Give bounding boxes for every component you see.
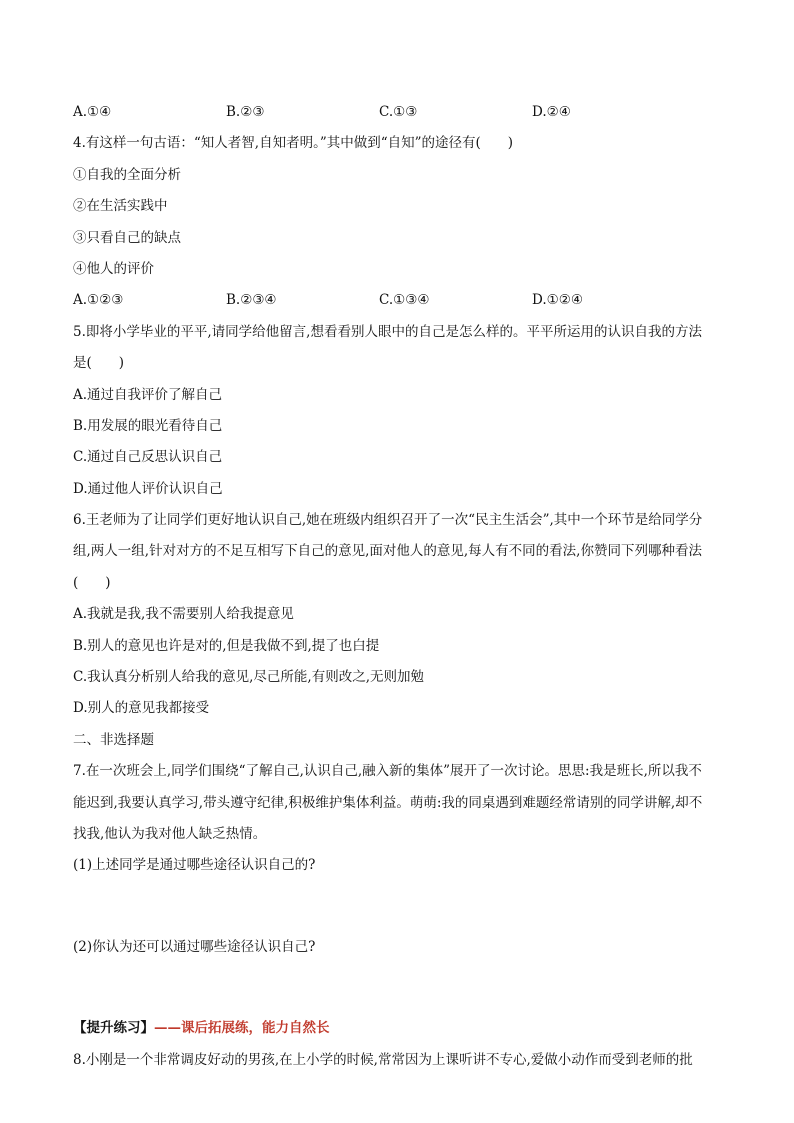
section-2-title: 二、非选择题 — [73, 731, 154, 748]
q7-stem-line-3: 找我,他认为我对他人缺乏热情。 — [73, 825, 267, 842]
q4-option-d: D.①②④ — [532, 292, 583, 309]
answer-space-1 — [73, 887, 738, 937]
q6-stem-line-2: 组,两人一组,针对对方的不足互相写下自己的意见,面对他人的意见,每人有不同的看法,你赞同下列哪种看法 — [73, 543, 702, 560]
tisheng-slogan: ——课后拓展练，能力自然长 — [154, 1020, 330, 1037]
tisheng-header — [73, 1018, 738, 1049]
q5-option-c: C.通过自己反思认识自己 — [73, 449, 223, 466]
q4-option-b: B.②③④ — [226, 292, 277, 309]
q8-stem-line-1: 8.小刚是一个非常调皮好动的男孩,在上小学的时候,常常因为上课听讲不专心,爱做小动作而受到老师的批 — [73, 1051, 693, 1068]
page-content — [73, 102, 738, 1081]
q4-item-1: ①自我的全面分析 — [73, 166, 181, 183]
q3-options — [73, 102, 738, 133]
q3-option-c: C.①③ — [379, 104, 418, 120]
q5-stem-line-1: 5.即将小学毕业的平平,请同学给他留言,想看看别人眼中的自己是怎么样的。平平所运用的认识自我的方法 — [73, 323, 702, 340]
q7-sub-question-2: (2)你认为还可以通过哪些途径认识自己? — [73, 938, 316, 955]
q4-item-3: ③只看自己的缺点 — [73, 229, 181, 246]
q6-option-c: C.我认真分析别人给我的意见,尽己所能,有则改之,无则加勉 — [73, 669, 425, 686]
q4-item-4: ④他人的评价 — [73, 260, 154, 277]
q5-stem-line-2: 是( ) — [73, 355, 125, 372]
q6-option-d: D.别人的意见我都接受 — [73, 700, 210, 717]
q4-options — [73, 290, 738, 321]
q4-option-c: C.①③④ — [379, 292, 430, 309]
q7-stem-line-2: 能迟到,我要认真学习,带头遵守纪律,积极维护集体利益。萌萌:我的同桌遇到难题经常请别的同学讲解,却不 — [73, 794, 703, 811]
tisheng-label: 【提升练习】 — [73, 1020, 154, 1037]
q5-option-d: D.通过他人评价认识自己 — [73, 480, 223, 497]
q6-option-a: A.我就是我,我不需要别人给我提意见 — [73, 606, 294, 623]
q7-sub-question-1: (1)上述同学是通过哪些途径认识自己的? — [73, 857, 316, 874]
q5-option-b: B.用发展的眼光看待自己 — [73, 417, 223, 434]
q3-option-b: B.②③ — [226, 104, 265, 120]
q6-stem-line-3: ( ) — [73, 574, 111, 591]
q3-option-d: D.②④ — [532, 104, 571, 120]
q6-stem-line-1: 6.王老师为了让同学们更好地认识自己,她在班级内组织召开了一次“民主生活会”,其中一个环节是给同学分 — [73, 512, 703, 529]
answer-space-2 — [73, 968, 738, 1018]
q4-option-a: A.①②③ — [73, 292, 124, 309]
q6-option-b: B.别人的意见也许是对的,但是我做不到,提了也白提 — [73, 637, 380, 654]
q4-stem: 4.有这样一句古语：“知人者智,自知者明。”其中做到“自知”的途径有( ) — [73, 135, 514, 152]
q7-stem-line-1: 7.在一次班会上,同学们围绕“了解自己,认识自己,融入新的集体”展开了一次讨论。思思:我是班长,所以我不 — [73, 763, 702, 780]
q3-option-a: A.①④ — [73, 104, 112, 120]
q5-option-a: A.通过自我评价了解自己 — [73, 386, 223, 403]
q4-item-2: ②在生活实践中 — [73, 198, 168, 215]
